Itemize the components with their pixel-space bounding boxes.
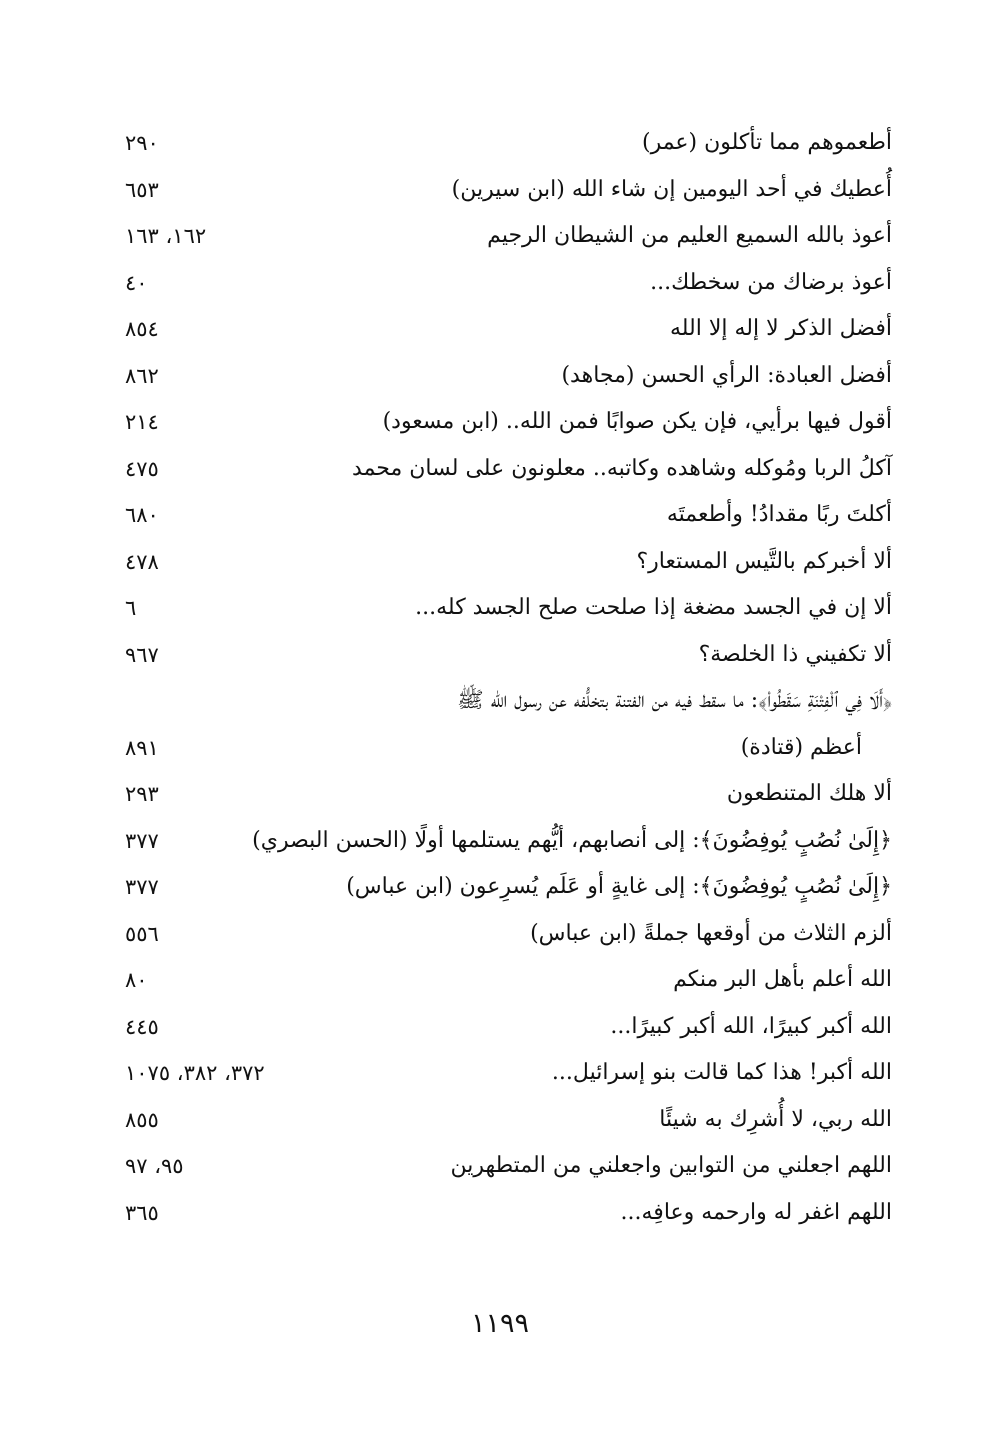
index-entry bbox=[125, 306, 892, 353]
index-entry bbox=[125, 260, 892, 307]
entry-text: الله أكبر كبيرًا، الله أكبر كبيرًا... bbox=[610, 1013, 892, 1039]
entry-text: اللهم اغفر له وارحمه وعافِه... bbox=[620, 1199, 892, 1225]
entry-text: الله أعلم بأهل البر منكم bbox=[673, 967, 892, 992]
entry-text: الله أكبر! هذا كما قالت بنو إسرائيل... bbox=[551, 1060, 892, 1085]
entry-pages: ٦٥٣ bbox=[125, 177, 159, 202]
index-entry bbox=[125, 1143, 892, 1190]
entry-pages: ٦٨٠ bbox=[125, 503, 159, 527]
index-entry bbox=[125, 864, 892, 911]
index-entry bbox=[125, 1190, 892, 1237]
entry-text: أُعطيك في أحد اليومين إن شاء الله (ابن سيرين) bbox=[451, 176, 892, 202]
entry-text: ألا تكفيني ذا الخلصة؟ bbox=[698, 641, 892, 667]
index-entry bbox=[125, 167, 892, 214]
entry-text: أكلتَ ربًا مقدادُ! وأطعمتَه bbox=[666, 502, 892, 527]
index-entry bbox=[125, 957, 892, 1004]
entry-pages: ٣٧٧ bbox=[125, 828, 159, 853]
index-entry bbox=[125, 539, 892, 586]
index-entries bbox=[125, 120, 892, 1236]
entry-text: ألا أخبركم بالتَّيس المستعار؟ bbox=[636, 548, 892, 574]
index-entry bbox=[125, 1004, 892, 1051]
entry-text: ألا إن في الجسد مضغة إذا صلحت صلح الجسد كله... bbox=[415, 595, 892, 620]
index-entry bbox=[125, 446, 892, 493]
entry-text: أطعموهم مما تأكلون (عمر) bbox=[641, 130, 892, 155]
index-entry bbox=[125, 213, 892, 260]
entry-pages: ٣٦٥ bbox=[125, 1200, 159, 1225]
entry-text: ﴿إِلَىٰ نُصُبٍ يُوفِضُونَ﴾: إلى أنصابهم، أيُّهم يستلمها أولًا (الحسن البصري) bbox=[252, 827, 892, 853]
entry-pages: ٨٥٥ bbox=[125, 1107, 159, 1132]
entry-pages: ١٦٢، ١٦٣ bbox=[125, 224, 207, 248]
entry-pages: ٨٠ bbox=[125, 968, 148, 992]
entry-text: أفضل العبادة: الرأي الحسن (مجاهد) bbox=[561, 362, 892, 388]
entry-text: ﴿إِلَىٰ نُصُبٍ يُوفِضُونَ﴾: إلى غايةٍ أو عَلَم يُسرِعون (ابن عباس) bbox=[346, 874, 892, 899]
entry-pages: ٨٦٢ bbox=[125, 363, 159, 388]
entry-pages: ٦ bbox=[125, 596, 137, 620]
entry-pages: ٤٧٨ bbox=[125, 549, 159, 574]
page-number: ١١٩٩ bbox=[470, 1308, 529, 1339]
index-entry bbox=[125, 1050, 892, 1097]
index-entry bbox=[125, 632, 892, 679]
index-entry bbox=[125, 1097, 892, 1144]
entry-pages: ٤٤٥ bbox=[125, 1014, 159, 1039]
entry-text: الله ربي، لا أُشرِك به شيئًا bbox=[659, 1106, 892, 1132]
entry-pages: ٢١٤ bbox=[125, 410, 159, 434]
entry-text: أعوذ برضاك من سخطك... bbox=[650, 269, 892, 295]
entry-text: ألا هلك المتنطعون bbox=[726, 781, 892, 806]
index-entry bbox=[125, 771, 892, 818]
index-entry bbox=[125, 911, 892, 958]
index-entry bbox=[125, 818, 892, 865]
entry-text: ألزم الثلاث من أوقعها جملةً (ابن عباس) bbox=[530, 920, 892, 946]
entry-text: أقول فيها برأيي، فإن يكن صوابًا فمن الله.. (ابن مسعود) bbox=[382, 409, 892, 434]
entry-pages: ٩٦٧ bbox=[125, 642, 159, 667]
entry-text: آكلُ الربا ومُوكله وشاهده وكاتبه.. معلونون على لسان محمد bbox=[352, 455, 892, 481]
entry-text: أفضل الذكر لا إله إلا الله bbox=[669, 316, 892, 341]
entry-text: اللهم اجعلني من التوابين واجعلني من المتطهرين bbox=[450, 1153, 892, 1178]
entry-pages: ٨٩١ bbox=[125, 735, 159, 760]
index-entry bbox=[125, 492, 892, 539]
entry-pages: ٣٧٧ bbox=[125, 875, 159, 899]
entry-pages: ٢٩٣ bbox=[125, 782, 159, 806]
index-entry bbox=[125, 585, 892, 632]
entry-text: أعوذ بالله السميع العليم من الشيطان الرجيم bbox=[487, 223, 892, 248]
entry-text: ﴿أَلَا فِي ٱلْفِتْنَةِ سَقَطُوا۟﴾: ما سقط فيه من الفتنة بتخلُّفه عن رسول الله ﷺ bbox=[457, 688, 892, 713]
index-entry-continuation bbox=[125, 725, 892, 772]
index-entry bbox=[125, 678, 892, 725]
entry-pages: ٥٥٦ bbox=[125, 921, 159, 946]
entry-pages: ٤٠ bbox=[125, 270, 148, 295]
entry-text: أعظم (قتادة) bbox=[740, 734, 862, 760]
entry-pages: ٤٧٥ bbox=[125, 456, 159, 481]
entry-pages: ٩٥، ٩٧ bbox=[125, 1154, 184, 1178]
entry-pages: ٨٥٤ bbox=[125, 317, 159, 341]
entry-pages: ٣٧٢، ٣٨٢، ١٠٧٥ bbox=[125, 1061, 265, 1085]
entry-pages: ٢٩٠ bbox=[125, 131, 159, 155]
index-entry bbox=[125, 120, 892, 167]
index-entry bbox=[125, 399, 892, 446]
index-entry bbox=[125, 353, 892, 400]
